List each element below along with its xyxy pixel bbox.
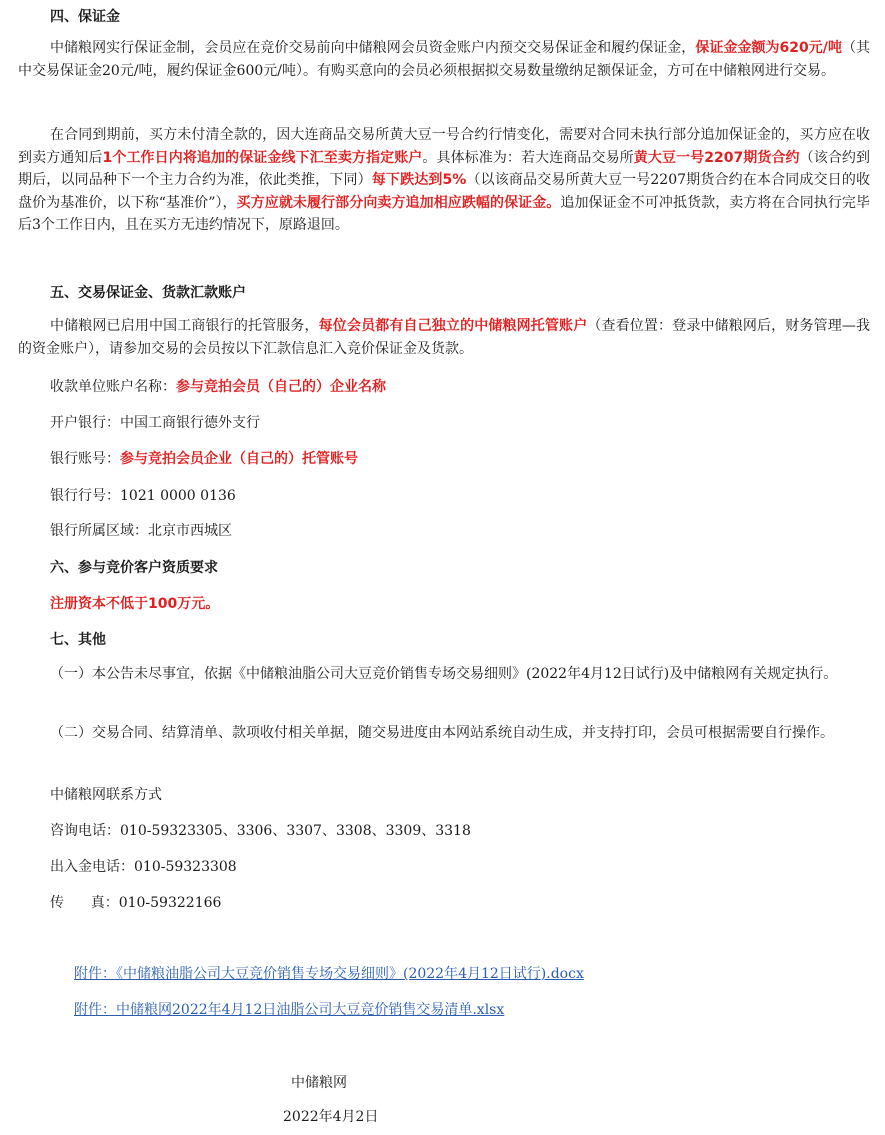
section-7-paragraph-2: （二）交易合同、结算清单、款项收付相关单据，随交易进度由本网站系统自动生成，并支持打印，会员可根据需要自行操作。 [50,725,834,741]
consult-phone: 咨询电话：010-59323305、3306、3307、3308、3309、3318 [50,823,471,839]
section-5-heading: 五、交易保证金、货款汇款账户 [50,285,246,301]
deadline-emphasis: 1个工作日内将追加的保证金线下汇至卖方指定账户 [102,149,423,166]
text-run: 在合同到期前，买方未付清全款的，因大连商品交易所黄大豆一号合约行情变化，需要对合同未执行部分追加保证金的，买方应在收到卖方通知后 [18,127,870,166]
text-run: （其中交易保证金20元/吨，履约保证金600元/吨）。有购买意向的会员必须根据拟交易数量缴纳足额保证金，方可在中储粮网进行交易。 [18,40,871,79]
funds-phone: 出入金电话：010-59323308 [50,859,237,875]
buyer-obligation-emphasis: 买方应就未履行部分向卖方追加相应跌幅的保证金。 [236,194,561,211]
account-number-line [50,448,358,468]
account-name-line [50,376,386,396]
custody-account-emphasis: 每位会员都有自己独立的中储粮网托管账户 [318,318,588,334]
account-name-value: 参与竞拍会员（自己的）企业名称 [176,379,386,395]
section-4-heading: 四、保证金 [50,9,120,25]
text-run: （以该商品交易所黄大豆一号2207期货合约在本合同成交日的收盘价为基准价，以下称“基准价”）， [18,172,870,211]
account-number-value: 参与竞拍会员企业（自己的）托管账号 [120,451,358,467]
attachment-list-link[interactable]: 附件：中储粮网2022年4月12日油脂公司大豆竞价销售交易清单.xlsx [74,1002,505,1018]
section-6-heading: 六、参与竞价客户资质要求 [50,560,218,576]
text-run: （查看位置：登录中储粮网后，财务管理—我的资金账户），请参加交易的会员按以下汇款信息汇入竞价保证金及货款。 [18,318,871,357]
text-run: 。具体标准为：若大连商品交易所 [422,149,634,166]
section-4-paragraph-1 [18,37,870,82]
contract-emphasis: 黄大豆一号2207期货合约 [633,149,800,166]
section-4-paragraph-2 [18,124,870,237]
signature-org: 中储粮网 [291,1075,347,1091]
contacts-title: 中储粮网联系方式 [50,787,162,803]
margin-amount-emphasis: 保证金金额为620元/吨 [695,40,842,56]
text-run: 中储粮网已启用中国工商银行的托管服务， [50,318,319,334]
text-run: （该合约到期后，以同品种下一个主力合约为准，依此类推，下同） [18,149,871,188]
fax-number: 传 真：010-59322166 [50,895,222,911]
bank-code-line: 银行行号：1021 0000 0136 [50,488,236,504]
signature-date: 2022年4月2日 [283,1109,379,1125]
section-7-heading: 七、其他 [50,632,106,648]
bank-region-line: 银行所属区域：北京市西城区 [50,523,232,539]
drop-threshold-emphasis: 每下跌达到5% [371,172,467,188]
account-name-label: 收款单位账户名称： [50,379,176,395]
section-5-paragraph-1 [18,315,870,360]
text-run: 追加保证金不可冲抵货款，卖方将在合同执行完毕后3个工作日内，且在买方无违约情况下，原路退回。 [18,194,870,233]
text-run: 中储粮网实行保证金制，会员应在竞价交易前向中储粮网会员资金账户内预交交易保证金和履约保证金， [50,40,696,56]
capital-requirement: 注册资本不低于100万元。 [50,596,220,612]
bank-line: 开户银行：中国工商银行德外支行 [50,415,260,431]
section-7-paragraph-1: （一）本公告未尽事宜，依据《中储粮油脂公司大豆竞价销售专场交易细则》(2022年4月12日试行)及中储粮网有关规定执行。 [50,666,838,682]
account-number-label: 银行账号： [50,451,120,467]
attachment-rules-link[interactable]: 附件：《中储粮油脂公司大豆竞价销售专场交易细则》(2022年4月12日试行).docx [74,966,584,982]
